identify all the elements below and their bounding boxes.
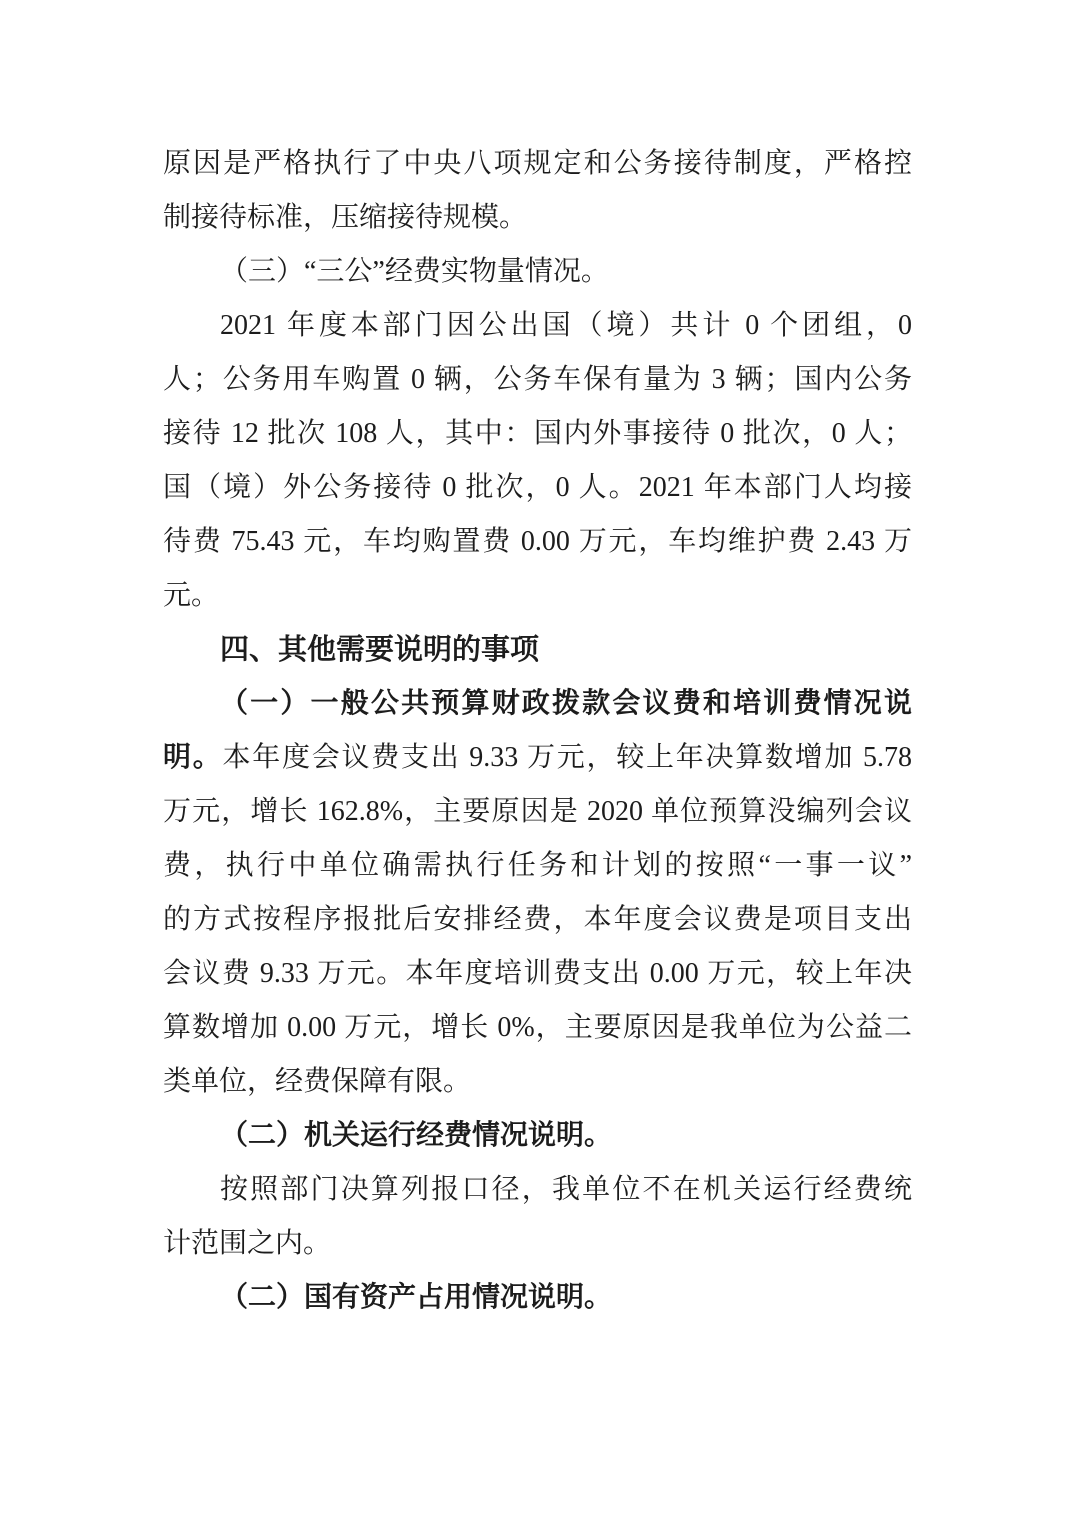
subsection-heading-text: （一）一般公共预算财政拨款会议费和培训费情况说 xyxy=(220,688,912,719)
body-text-line xyxy=(163,1163,912,1217)
body-text-line-text: 费，执行中单位确需执行任务和计划的按照“一事一议” xyxy=(163,850,912,881)
body-text-line xyxy=(163,299,912,353)
body-text-line-text: 明。 xyxy=(163,742,223,773)
body-text-line xyxy=(163,191,912,245)
body-text-line-text: 按照部门决算列报口径，我单位不在机关运行经费统 xyxy=(220,1174,912,1205)
body-text-line xyxy=(163,137,912,191)
body-text-line-text: 国（境）外公务接待 0 批次，0 人。2021 年本部门人均接 xyxy=(163,472,912,503)
subsection-heading xyxy=(163,1271,912,1325)
body-text-line-text: 万元，增长 162.8%，主要原因是 2020 单位预算没编列会议 xyxy=(163,796,912,827)
body-text-line-text: 元。 xyxy=(163,580,220,611)
body-text-line xyxy=(163,461,912,515)
body-text-line-text: 原因是严格执行了中央八项规定和公务接待制度，严格控 xyxy=(163,148,912,179)
body-text-line-text: 接待 12 批次 108 人，其中：国内外事接待 0 批次，0 人； xyxy=(163,418,912,449)
body-text-line-text: 本年度会议费支出 9.33 万元，较上年决算数增加 5.78 xyxy=(222,742,912,773)
section-heading-text: 四、其他需要说明的事项 xyxy=(220,634,540,666)
body-text-line-text: 算数增加 0.00 万元，增长 0%，主要原因是我单位为公益二 xyxy=(163,1012,912,1043)
body-text-line xyxy=(163,515,912,569)
body-text-line-text: 2021 年度本部门因公出国（境）共计 0 个团组，0 xyxy=(220,310,912,341)
body-text-line-text: 的方式按程序报批后安排经费，本年度会议费是项目支出 xyxy=(163,904,912,935)
body-text-line xyxy=(163,407,912,461)
body-text-line xyxy=(163,569,912,623)
document-content xyxy=(163,137,912,1325)
body-text-line xyxy=(163,947,912,1001)
body-text-line xyxy=(163,353,912,407)
subsection-heading-text: （二）国有资产占用情况说明。 xyxy=(220,1282,613,1313)
body-text-line-text: 待费 75.43 元，车均购置费 0.00 万元，车均维护费 2.43 万 xyxy=(163,526,912,557)
section-heading xyxy=(163,623,912,677)
body-text-line xyxy=(163,839,912,893)
body-text-line-text: 计范围之内。 xyxy=(163,1228,332,1259)
subsection-heading xyxy=(163,1109,912,1163)
body-text-line-text: 会议费 9.33 万元。本年度培训费支出 0.00 万元，较上年决 xyxy=(163,958,912,989)
body-text-line xyxy=(163,785,912,839)
subsection-heading-text: （二）机关运行经费情况说明。 xyxy=(220,1120,613,1151)
body-text-line xyxy=(163,893,912,947)
body-text-line xyxy=(163,1055,912,1109)
subsection-heading xyxy=(163,677,912,731)
body-text-line xyxy=(163,1001,912,1055)
subsection-heading-text: （三）“三公”经费实物量情况。 xyxy=(220,256,609,287)
body-text-line-text: 人；公务用车购置 0 辆，公务车保有量为 3 辆；国内公务 xyxy=(163,364,912,395)
body-text-line xyxy=(163,1217,912,1271)
body-text-line-text: 制接待标准，压缩接待规模。 xyxy=(163,202,528,233)
subsection-heading xyxy=(163,245,912,299)
body-text-line-text: 类单位，经费保障有限。 xyxy=(163,1066,472,1097)
body-text-line xyxy=(163,731,912,785)
